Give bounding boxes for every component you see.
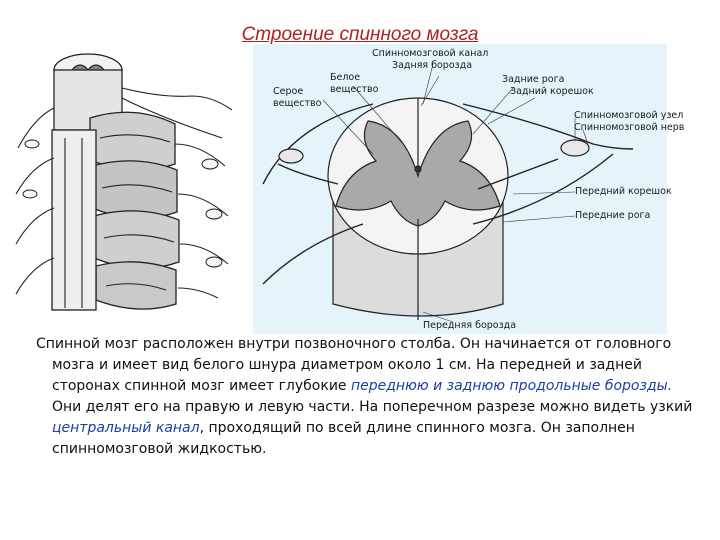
- text-segment-3: , проходящий по всей длине спинного мозга. Он заполнен спинномозговой жидкостью.: [52, 420, 635, 457]
- label-gray-matter-2: вещество: [273, 98, 322, 109]
- label-anterior-root: Передний корешок: [575, 186, 672, 197]
- label-spinal-nerve: Спинномозговой нерв: [574, 122, 685, 133]
- label-posterior-root: Задний корешок: [510, 86, 594, 97]
- text-segment-1: Спинной мозг расположен внутри позвоночного столба. Он начинается от головного мозга и имеет вид белого шнура диаметром около 1 см. На передней и задней сторонах спинной мозг имеет глубокие: [36, 336, 672, 394]
- body-paragraph: [36, 334, 696, 460]
- label-gray-matter-1: Серое: [273, 86, 304, 97]
- label-anterior-fissure: Передняя борозда: [423, 320, 517, 331]
- label-white-matter-1: Белое: [330, 72, 361, 83]
- highlight-central-canal: центральный канал: [52, 420, 200, 436]
- label-anterior-horns: Передние рога: [575, 210, 651, 221]
- vertebral-column-illustration: [10, 48, 235, 318]
- label-posterior-sulcus: Задняя борозда: [392, 60, 473, 71]
- label-white-matter-2: вещество: [330, 84, 379, 95]
- label-spinal-canal: Спинномозговой канал: [372, 48, 489, 59]
- text-segment-2: Они делят его на правую и левую части. На поперечном разрезе можно видеть узкий: [52, 399, 693, 415]
- label-spinal-ganglion: Спинномозговой узел: [574, 110, 684, 121]
- page-title: Строение спинного мозга: [241, 24, 479, 45]
- label-posterior-horns: Задние рога: [502, 74, 565, 85]
- highlight-sulci: переднюю и заднюю продольные борозды.: [350, 378, 673, 394]
